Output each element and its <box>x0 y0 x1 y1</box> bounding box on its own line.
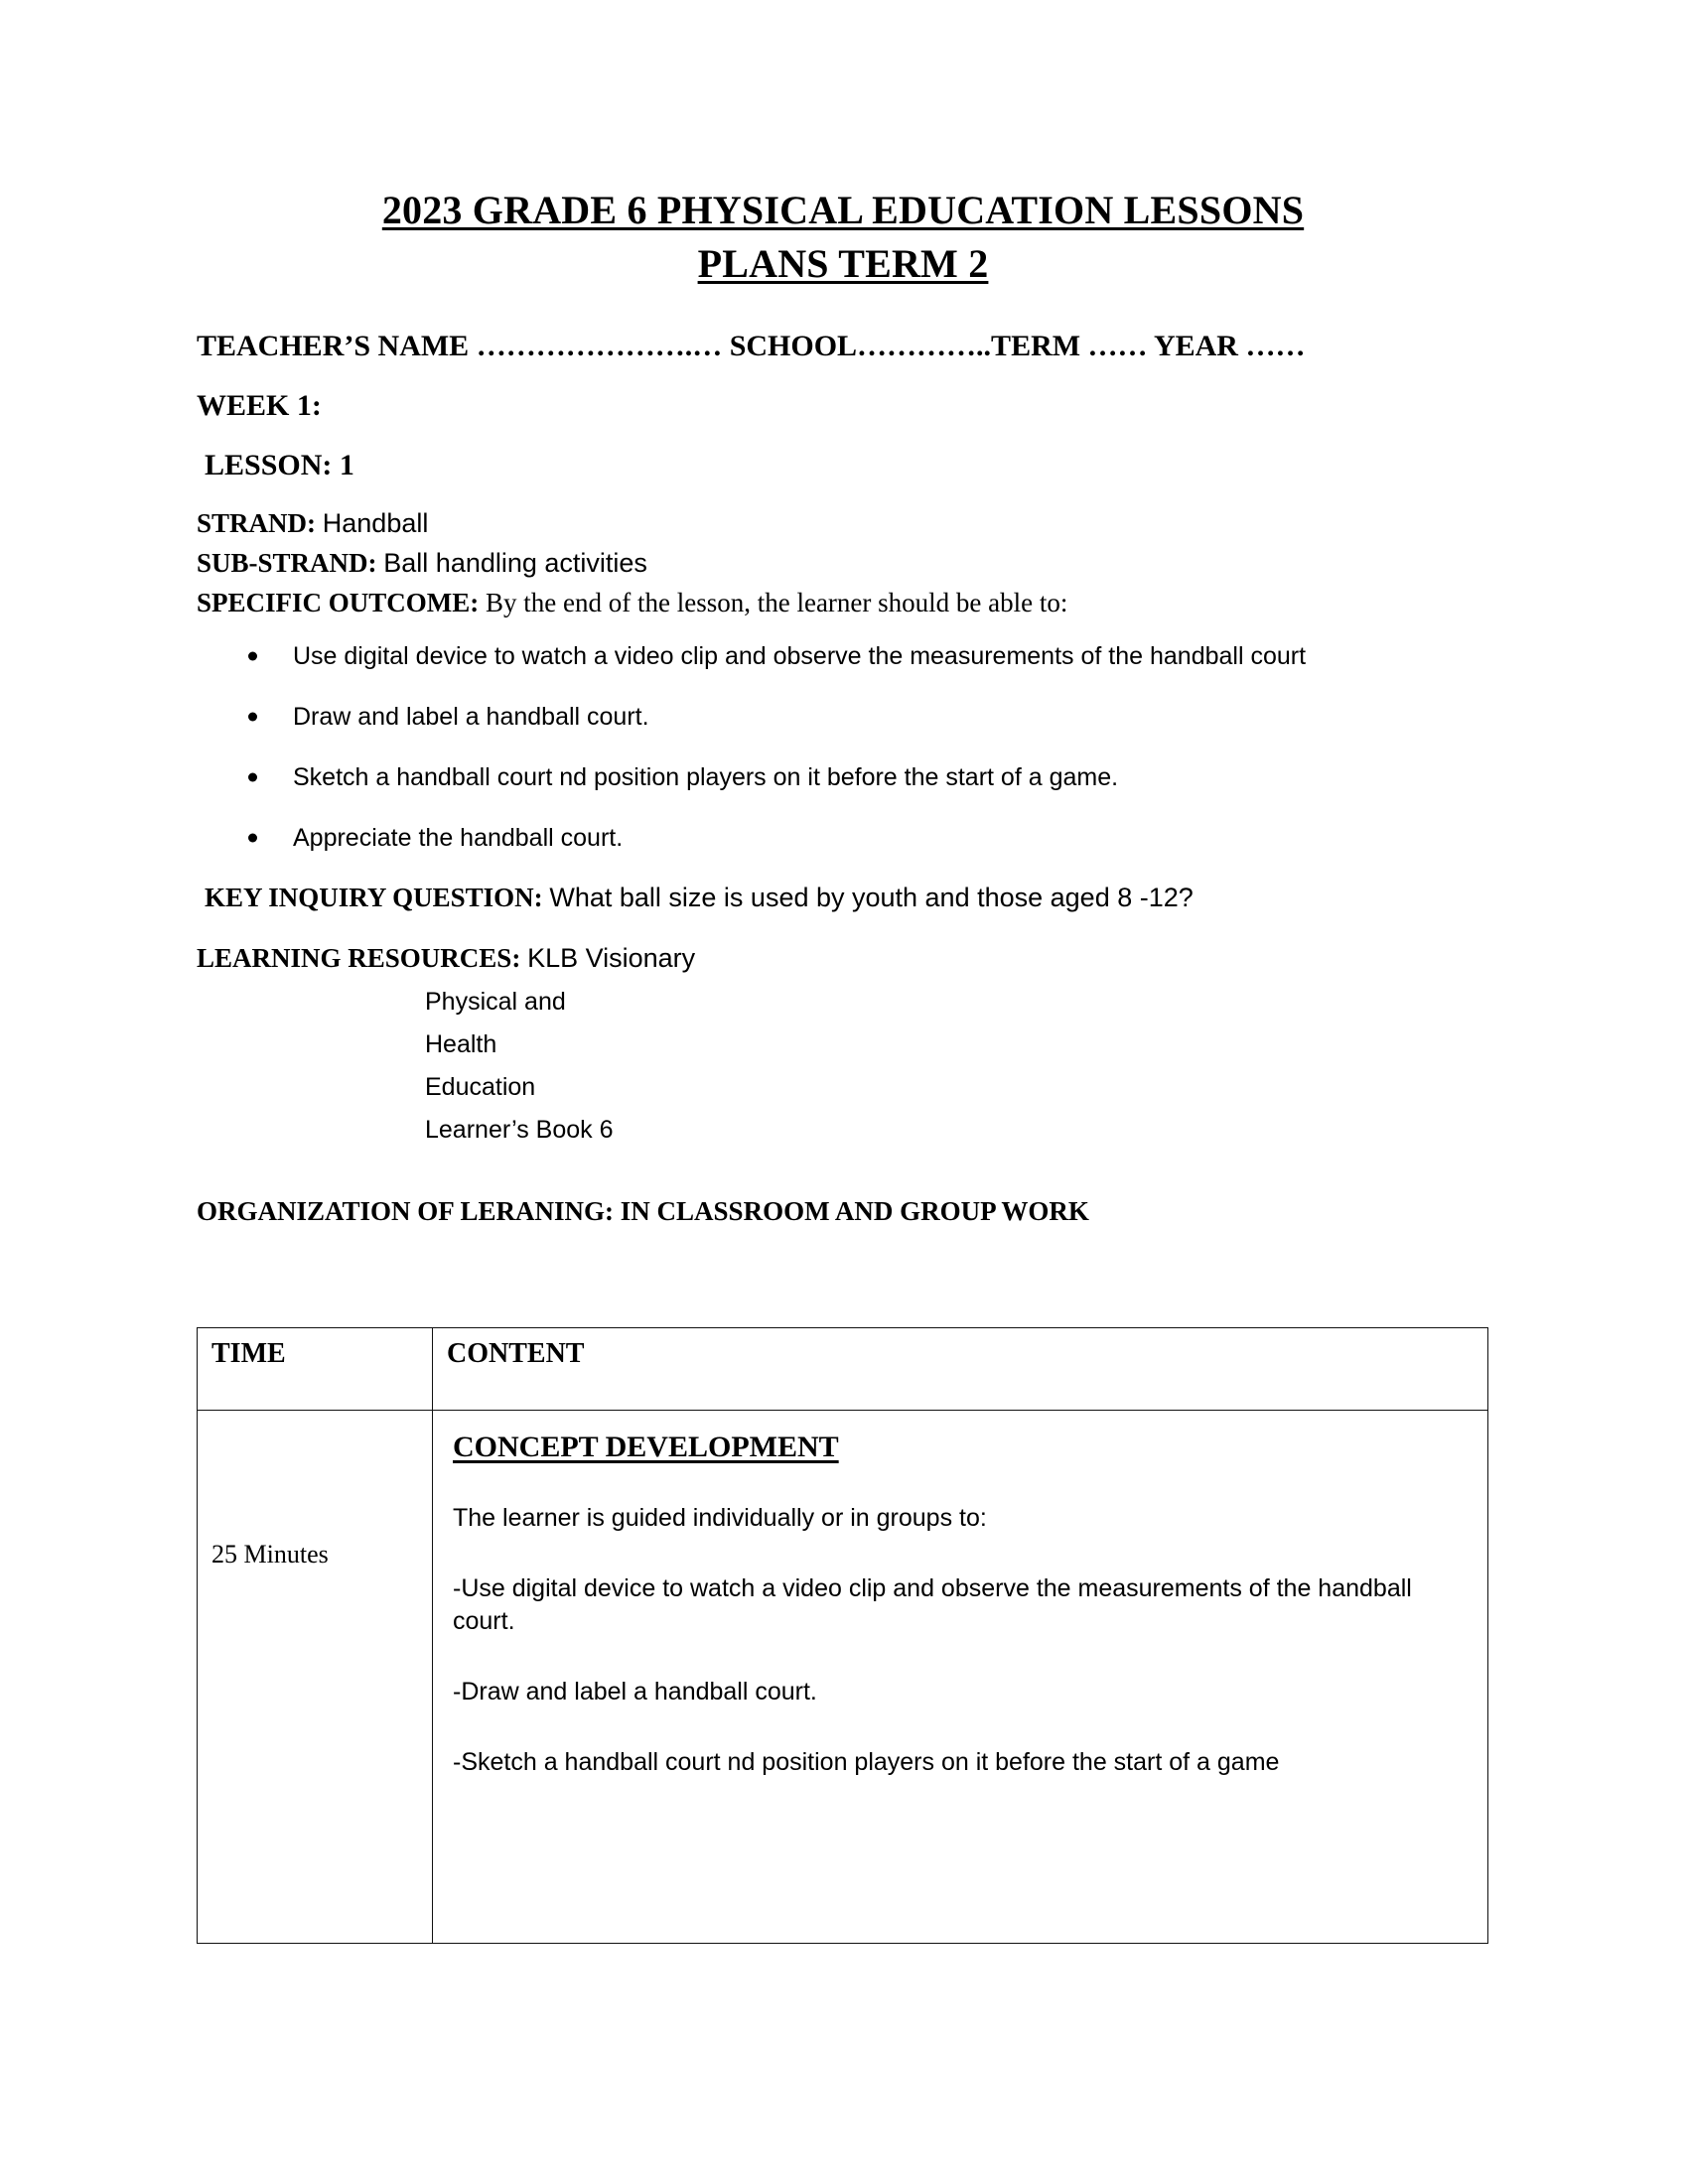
table-header-content: CONTENT <box>433 1328 1488 1411</box>
strand-label: STRAND: <box>197 507 317 538</box>
lesson-plan-table <box>197 1327 1488 1944</box>
page-title-line-2: PLANS TERM 2 <box>697 240 989 286</box>
sub-strand-row <box>197 537 1489 577</box>
key-inquiry-question-value: What ball size is used by youth and those aged 8 -12? <box>549 882 1194 912</box>
table-cell-time: 25 Minutes <box>198 1411 433 1944</box>
bullet-icon <box>248 713 257 722</box>
table-row <box>198 1411 1488 1944</box>
learning-resources-line: Health <box>425 1029 497 1058</box>
teacher-school-term-year-line: TEACHER’S NAME ………………….… SCHOOL…………..TERM …… YEAR …… <box>197 329 1306 362</box>
content-paragraph: -Draw and label a handball court. <box>453 1678 817 1706</box>
content-paragraph: -Sketch a handball court nd position players on it before the start of a game <box>453 1748 1280 1776</box>
key-inquiry-question-label: KEY INQUIRY QUESTION: <box>205 882 543 912</box>
list-item <box>197 702 1489 731</box>
sub-strand-value: Ball handling activities <box>383 547 647 578</box>
specific-outcome-label: SPECIFIC OUTCOME: <box>197 587 480 617</box>
table-header-row <box>198 1328 1488 1411</box>
list-item <box>197 641 1489 670</box>
list-item-label: Draw and label a handball court. <box>293 702 649 731</box>
learning-resources-value: KLB Visionary <box>527 942 696 973</box>
content-paragraph: -Use digital device to watch a video clip and observe the measurements of the handball court. <box>453 1574 1412 1635</box>
table-header-time: TIME <box>198 1328 433 1411</box>
page-title <box>197 0 1489 289</box>
table-cell-content <box>433 1411 1488 1944</box>
specific-outcome-value: By the end of the lesson, the learner should be able to: <box>486 587 1068 617</box>
page-title-line-1: 2023 GRADE 6 PHYSICAL EDUCATION LESSONS <box>381 188 1305 232</box>
strand-row <box>197 480 1489 537</box>
list-item <box>197 762 1489 791</box>
lesson-label: LESSON: 1 <box>205 448 354 481</box>
bullet-icon <box>248 773 257 782</box>
concept-development-heading: CONCEPT DEVELOPMENT <box>453 1431 839 1463</box>
list-item <box>197 823 1489 852</box>
learning-resources-line: Education <box>425 1072 536 1101</box>
bullet-icon <box>248 834 257 843</box>
learning-resources-row <box>197 911 1489 972</box>
content-paragraph: The learner is guided individually or in groups to: <box>453 1504 987 1532</box>
strand-value: Handball <box>322 507 429 538</box>
specific-outcome-list <box>197 616 1489 851</box>
sub-strand-label: SUB-STRAND: <box>197 547 377 578</box>
organization-of-learning-line: ORGANIZATION OF LERANING: IN CLASSROOM AND GROUP WORK <box>197 1195 1089 1226</box>
list-item-label: Sketch a handball court nd position players on it before the start of a game. <box>293 762 1119 791</box>
key-inquiry-question-row <box>197 851 1489 911</box>
week-label: WEEK 1: <box>197 388 322 422</box>
document-body <box>197 0 1489 1225</box>
list-item-label: Appreciate the handball court. <box>293 823 624 852</box>
learning-resources-label: LEARNING RESOURCES: <box>197 942 521 973</box>
learning-resources-line: Physical and <box>425 987 566 1016</box>
list-item-label: Use digital device to watch a video clip and observe the measurements of the handball court <box>293 641 1307 670</box>
learning-resources-line: Learner’s Book 6 <box>425 1115 614 1144</box>
bullet-icon <box>248 652 257 661</box>
specific-outcome-row <box>197 577 1489 616</box>
